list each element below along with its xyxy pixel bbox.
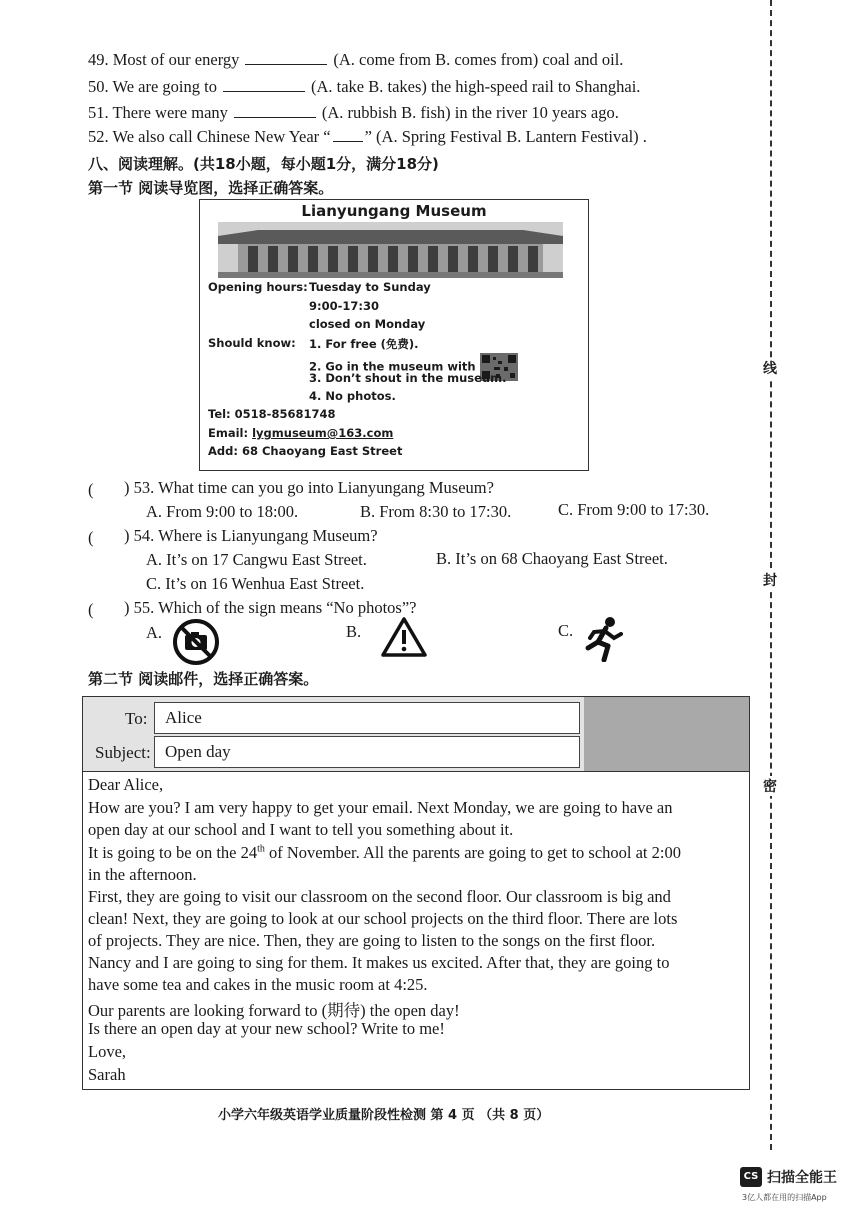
question-52 — [88, 127, 647, 147]
should-know-label: Should know: — [208, 336, 296, 350]
question-51 — [88, 103, 619, 123]
email-line-part: It is going to be on the 24 — [88, 843, 258, 862]
email-line: Is there an open day at your new school? Write to me! — [88, 1019, 445, 1038]
answer-blank[interactable] — [223, 77, 305, 92]
email-subject-label: Subject: — [95, 743, 151, 762]
question-number: 50. — [88, 77, 109, 96]
museum-email-value[interactable]: lygmuseum@163.com — [252, 426, 394, 440]
camscanner-tagline: 3亿人都在用的扫描App — [742, 1193, 827, 1202]
question-50 — [88, 77, 640, 97]
q54-option-b: B. It’s on 68 Chaoyang East Street. — [436, 549, 668, 568]
email-line: of projects. They are nice. Then, they are going to listen to the songs on the first floor. — [88, 931, 656, 950]
opening-days: Tuesday to Sunday — [309, 280, 431, 294]
question-number: 51. — [88, 103, 109, 122]
email-box — [82, 696, 750, 1090]
museum-tel: Tel: 0518-85681748 — [208, 407, 336, 421]
question-55-stem: ) 55. Which of the sign means “No photos”? — [124, 598, 417, 617]
rule-no-photos: 4. No photos. — [309, 389, 396, 403]
warning-sign-icon — [380, 616, 428, 658]
page-footer: 小学六年级英语学业质量阶段性检测 第 4 页 （共 8 页） — [218, 1108, 550, 1123]
museum-email-label: Email: — [208, 426, 249, 440]
museum-guide-card — [199, 199, 589, 471]
email-line: Our parents are looking forward to (期待) the open day! — [88, 1001, 460, 1020]
q53-option-a: A. From 9:00 to 18:00. — [146, 502, 299, 521]
email-line: Nancy and I are going to sing for them. It makes us excited. After that, they are going to — [88, 953, 670, 972]
email-subject-field[interactable]: Open day — [154, 736, 580, 768]
answer-paren-54[interactable]: ( — [88, 528, 94, 547]
email-header-shade — [584, 697, 749, 771]
opening-hours-label: Opening hours: — [208, 280, 308, 294]
museum-address: Add: 68 Chaoyang East Street — [208, 444, 403, 458]
question-53-stem: ) 53. What time can you go into Lianyungang Museum? — [124, 478, 494, 497]
question-options: (A. come from B. comes from) coal and oil. — [333, 50, 624, 69]
email-closing: Love, — [88, 1042, 127, 1061]
email-signature: Sarah — [88, 1065, 126, 1084]
museum-email — [208, 426, 393, 440]
part1-heading: 第一节 阅读导览图，选择正确答案。 — [88, 179, 334, 197]
section-heading: 八、阅读理解。(共18小题，每小题1分，满分18分) — [88, 155, 439, 173]
no-photo-sign-icon — [172, 618, 220, 666]
question-text: There were many — [112, 103, 228, 122]
binding-mark-secret: 密 — [760, 776, 780, 796]
part2-heading: 第二节 阅读邮件，选择正确答案。 — [88, 670, 319, 688]
email-line: in the afternoon. — [88, 865, 197, 884]
question-options: (A. rubbish B. fish) in the river 10 years ago. — [321, 103, 619, 122]
question-options: (A. take B. takes) the high-speed rail to Shanghai. — [310, 77, 641, 96]
date-superscript: th — [257, 843, 265, 855]
email-line: clean! Next, they are going to look at our school projects on the third floor. There are lots — [88, 909, 678, 928]
q53-option-c: C. From 9:00 to 17:30. — [558, 500, 710, 519]
q54-option-a: A. It’s on 17 Cangwu East Street. — [146, 550, 367, 569]
question-49 — [88, 50, 623, 70]
email-line: First, they are going to visit our classroom on the second floor. Our classroom is big and — [88, 887, 671, 906]
opening-closed: closed on Monday — [309, 317, 426, 331]
question-54-stem: ) 54. Where is Lianyungang Museum? — [124, 526, 378, 545]
email-to-field[interactable]: Alice — [154, 702, 580, 734]
answer-blank[interactable] — [333, 127, 363, 142]
rule-free: 1. For free (免费). — [309, 337, 419, 351]
email-header — [83, 697, 749, 772]
answer-paren-55[interactable]: ( — [88, 600, 94, 619]
question-text: Most of our energy — [112, 50, 240, 69]
email-line — [88, 843, 681, 863]
q55-option-c: C. — [558, 621, 574, 640]
q55-option-a: A. — [146, 623, 163, 642]
email-line: have some tea and cakes in the music room at 4:25. — [88, 975, 428, 994]
email-line: open day at our school and I want to tell you something about it. — [88, 820, 514, 839]
question-text: We are going to — [112, 77, 217, 96]
question-number: 52. — [88, 127, 109, 146]
binding-mark-seal: 封 — [760, 570, 780, 590]
rule-no-shout: 3. Don’t shout in the museum. — [309, 371, 507, 385]
binding-mark-line: 线 — [760, 358, 780, 378]
email-line-part: of November. All the parents are going to get to school at 2:00 — [264, 843, 681, 862]
museum-title: Lianyungang Museum — [301, 202, 487, 220]
rule-go-in-text: 2. Go in the museum with — [309, 359, 476, 374]
museum-building-image — [218, 222, 563, 278]
camscanner-logo: CS — [740, 1167, 762, 1187]
camscanner-name: 扫描全能王 — [767, 1170, 837, 1186]
email-greeting: Dear Alice, — [88, 775, 164, 794]
q53-option-b: B. From 8:30 to 17:30. — [360, 502, 512, 521]
answer-blank[interactable] — [234, 103, 316, 118]
question-options: ” (A. Spring Festival B. Lantern Festival) . — [364, 127, 647, 146]
question-number: 49. — [88, 50, 109, 69]
q54-option-c: C. It’s on 16 Wenhua East Street. — [146, 574, 365, 593]
question-text: We also call Chinese New Year “ — [112, 127, 331, 146]
q55-option-b: B. — [346, 622, 362, 641]
running-person-icon — [584, 616, 624, 662]
opening-time: 9:00-17:30 — [309, 299, 379, 313]
answer-paren-53[interactable]: ( — [88, 480, 94, 499]
email-to-label: To: — [125, 709, 148, 728]
email-line: How are you? I am very happy to get your email. Next Monday, we are going to have an — [88, 798, 673, 817]
answer-blank[interactable] — [245, 50, 327, 65]
